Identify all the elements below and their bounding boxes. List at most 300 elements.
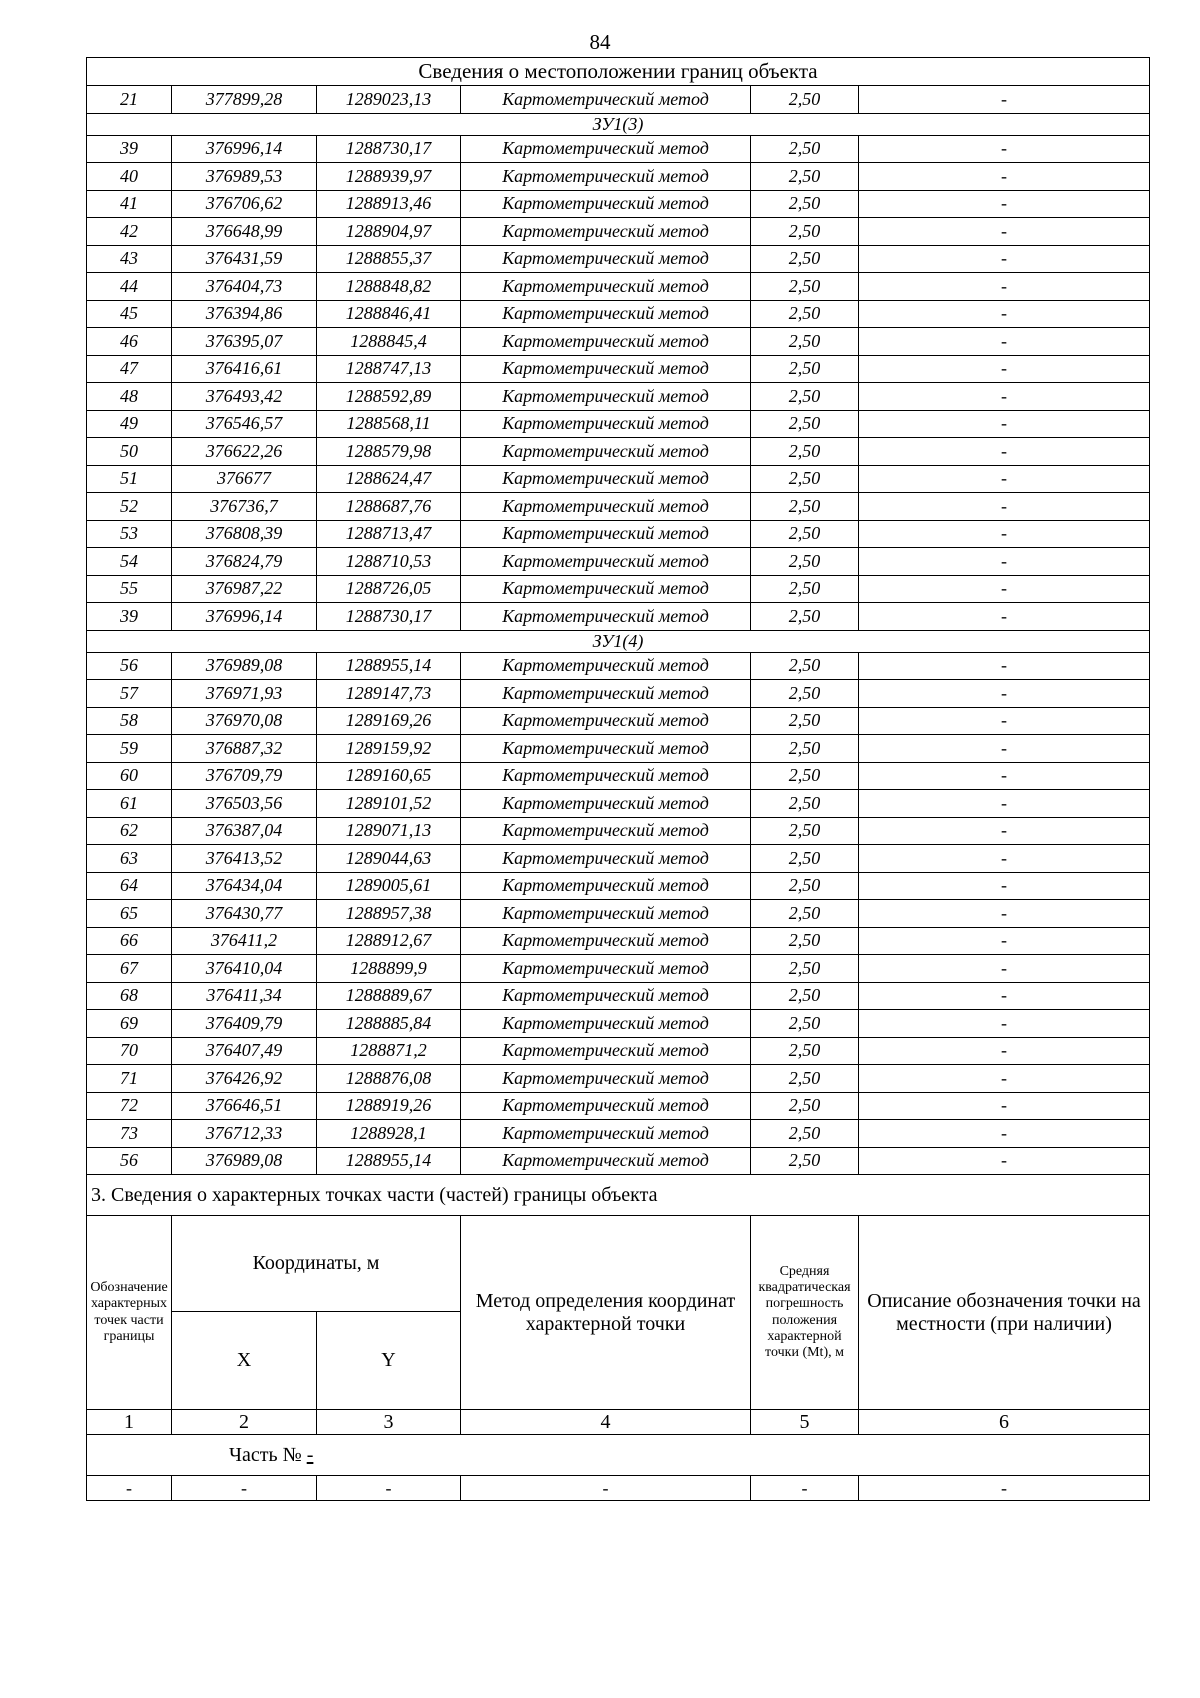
y-coordinate-cell: 1289159,92 bbox=[317, 735, 461, 763]
x-coordinate-cell: 376407,49 bbox=[172, 1037, 317, 1065]
table-row bbox=[87, 1037, 1150, 1065]
description-cell: - bbox=[859, 735, 1150, 763]
x-coordinate-cell: 376404,73 bbox=[172, 273, 317, 301]
description-cell: - bbox=[859, 1037, 1150, 1065]
description-cell: - bbox=[859, 438, 1150, 466]
y-coordinate-cell: 1288912,67 bbox=[317, 927, 461, 955]
y-coordinate-cell: 1288726,05 bbox=[317, 575, 461, 603]
point-number-cell: 68 bbox=[87, 982, 172, 1010]
table-row bbox=[87, 707, 1150, 735]
mt-cell: 2,50 bbox=[751, 300, 859, 328]
mt-cell: 2,50 bbox=[751, 790, 859, 818]
mt-cell: 2,50 bbox=[751, 680, 859, 708]
table-row bbox=[87, 520, 1150, 548]
x-coordinate-cell: 376648,99 bbox=[172, 218, 317, 246]
x-coordinate-cell: 376989,53 bbox=[172, 163, 317, 191]
y-coordinate-cell: 1288957,38 bbox=[317, 900, 461, 928]
description-cell: - bbox=[859, 1092, 1150, 1120]
method-cell: Картометрический метод bbox=[461, 218, 751, 246]
point-number-cell: 65 bbox=[87, 900, 172, 928]
description-cell: - bbox=[859, 900, 1150, 928]
point-number-cell: 62 bbox=[87, 817, 172, 845]
x-coordinate-cell: 376677 bbox=[172, 465, 317, 493]
mt-cell: 2,50 bbox=[751, 548, 859, 576]
header-row-1 bbox=[87, 1216, 1150, 1312]
y-coordinate-cell: 1288928,1 bbox=[317, 1120, 461, 1148]
mt-cell: 2,50 bbox=[751, 982, 859, 1010]
method-cell: Картометрический метод bbox=[461, 190, 751, 218]
method-cell: Картометрический метод bbox=[461, 1010, 751, 1038]
x-coordinate-cell: 376971,93 bbox=[172, 680, 317, 708]
empty-cell: - bbox=[87, 1476, 172, 1501]
point-number-cell: 43 bbox=[87, 245, 172, 273]
y-coordinate-cell: 1288747,13 bbox=[317, 355, 461, 383]
method-cell: Картометрический метод bbox=[461, 383, 751, 411]
group-title-row bbox=[87, 630, 1150, 652]
point-number-cell: 58 bbox=[87, 707, 172, 735]
table-row bbox=[87, 680, 1150, 708]
empty-cell: - bbox=[751, 1476, 859, 1501]
mt-cell: 2,50 bbox=[751, 652, 859, 680]
point-number-cell: 66 bbox=[87, 927, 172, 955]
point-number-cell: 70 bbox=[87, 1037, 172, 1065]
method-cell: Картометрический метод bbox=[461, 900, 751, 928]
point-number-cell: 50 bbox=[87, 438, 172, 466]
x-coordinate-cell: 376409,79 bbox=[172, 1010, 317, 1038]
method-cell: Картометрический метод bbox=[461, 465, 751, 493]
point-number-cell: 69 bbox=[87, 1010, 172, 1038]
table-row bbox=[87, 410, 1150, 438]
table-row bbox=[87, 355, 1150, 383]
x-coordinate-cell: 376736,7 bbox=[172, 493, 317, 521]
point-number-cell: 53 bbox=[87, 520, 172, 548]
table-row bbox=[87, 465, 1150, 493]
point-number-cell: 51 bbox=[87, 465, 172, 493]
table-row bbox=[87, 735, 1150, 763]
y-coordinate-cell: 1288871,2 bbox=[317, 1037, 461, 1065]
table-caption: Сведения о местоположении границ объекта bbox=[87, 58, 1150, 86]
description-cell: - bbox=[859, 575, 1150, 603]
x-coordinate-cell: 376410,04 bbox=[172, 955, 317, 983]
description-cell: - bbox=[859, 328, 1150, 356]
mt-cell: 2,50 bbox=[751, 872, 859, 900]
point-number-cell: 64 bbox=[87, 872, 172, 900]
method-cell: Картометрический метод bbox=[461, 163, 751, 191]
header-mt: Средняя квадратическая погрешность положения характерной точки (Mt), м bbox=[751, 1216, 859, 1410]
table-row bbox=[87, 982, 1150, 1010]
header-method: Метод определения координат характерной точки bbox=[461, 1216, 751, 1410]
table-row bbox=[87, 1092, 1150, 1120]
x-coordinate-cell: 376989,08 bbox=[172, 652, 317, 680]
x-coordinate-cell: 376493,42 bbox=[172, 383, 317, 411]
x-coordinate-cell: 376426,92 bbox=[172, 1065, 317, 1093]
method-cell: Картометрический метод bbox=[461, 300, 751, 328]
table-row bbox=[87, 1010, 1150, 1038]
mt-cell: 2,50 bbox=[751, 1037, 859, 1065]
method-cell: Картометрический метод bbox=[461, 245, 751, 273]
y-coordinate-cell: 1289071,13 bbox=[317, 817, 461, 845]
mt-cell: 2,50 bbox=[751, 135, 859, 163]
x-coordinate-cell: 376413,52 bbox=[172, 845, 317, 873]
page-number: 84 bbox=[589, 30, 611, 54]
description-cell: - bbox=[859, 603, 1150, 631]
x-coordinate-cell: 376622,26 bbox=[172, 438, 317, 466]
table-row bbox=[87, 575, 1150, 603]
description-cell: - bbox=[859, 548, 1150, 576]
y-coordinate-cell: 1288713,47 bbox=[317, 520, 461, 548]
x-coordinate-cell: 376987,22 bbox=[172, 575, 317, 603]
method-cell: Картометрический метод bbox=[461, 86, 751, 114]
method-cell: Картометрический метод bbox=[461, 955, 751, 983]
y-coordinate-cell: 1289005,61 bbox=[317, 872, 461, 900]
method-cell: Картометрический метод bbox=[461, 762, 751, 790]
table-row bbox=[87, 790, 1150, 818]
table-row bbox=[87, 86, 1150, 114]
description-cell: - bbox=[859, 982, 1150, 1010]
mt-cell: 2,50 bbox=[751, 845, 859, 873]
mt-cell: 2,50 bbox=[751, 245, 859, 273]
method-cell: Картометрический метод bbox=[461, 680, 751, 708]
mt-cell: 2,50 bbox=[751, 493, 859, 521]
y-coordinate-cell: 1288848,82 bbox=[317, 273, 461, 301]
y-coordinate-cell: 1288730,17 bbox=[317, 135, 461, 163]
method-cell: Картометрический метод bbox=[461, 1065, 751, 1093]
point-number-cell: 67 bbox=[87, 955, 172, 983]
point-number-cell: 44 bbox=[87, 273, 172, 301]
column-number: 2 bbox=[172, 1410, 317, 1435]
y-coordinate-cell: 1288899,9 bbox=[317, 955, 461, 983]
y-coordinate-cell: 1288876,08 bbox=[317, 1065, 461, 1093]
point-number-cell: 61 bbox=[87, 790, 172, 818]
table-row bbox=[87, 652, 1150, 680]
mt-cell: 2,50 bbox=[751, 1120, 859, 1148]
description-cell: - bbox=[859, 493, 1150, 521]
table-row bbox=[87, 273, 1150, 301]
description-cell: - bbox=[859, 955, 1150, 983]
x-coordinate-cell: 376646,51 bbox=[172, 1092, 317, 1120]
description-cell: - bbox=[859, 355, 1150, 383]
y-coordinate-cell: 1288955,14 bbox=[317, 1147, 461, 1175]
table-row bbox=[87, 438, 1150, 466]
mt-cell: 2,50 bbox=[751, 410, 859, 438]
mt-cell: 2,50 bbox=[751, 762, 859, 790]
group-title-row bbox=[87, 113, 1150, 135]
header-description: Описание обозначения точки на местности (при наличии) bbox=[859, 1216, 1150, 1410]
table-row bbox=[87, 955, 1150, 983]
empty-cell: - bbox=[172, 1476, 317, 1501]
y-coordinate-cell: 1289101,52 bbox=[317, 790, 461, 818]
y-coordinate-cell: 1289044,63 bbox=[317, 845, 461, 873]
empty-cell: - bbox=[317, 1476, 461, 1501]
x-coordinate-cell: 376887,32 bbox=[172, 735, 317, 763]
header-coords: Координаты, м bbox=[172, 1216, 461, 1312]
method-cell: Картометрический метод bbox=[461, 135, 751, 163]
x-coordinate-cell: 376430,77 bbox=[172, 900, 317, 928]
method-cell: Картометрический метод bbox=[461, 575, 751, 603]
y-coordinate-cell: 1288955,14 bbox=[317, 652, 461, 680]
x-coordinate-cell: 376395,07 bbox=[172, 328, 317, 356]
method-cell: Картометрический метод bbox=[461, 1037, 751, 1065]
y-coordinate-cell: 1288624,47 bbox=[317, 465, 461, 493]
x-coordinate-cell: 377899,28 bbox=[172, 86, 317, 114]
method-cell: Картометрический метод bbox=[461, 845, 751, 873]
x-coordinate-cell: 376387,04 bbox=[172, 817, 317, 845]
table-row bbox=[87, 135, 1150, 163]
part-label: Часть № bbox=[229, 1443, 302, 1466]
x-coordinate-cell: 376706,62 bbox=[172, 190, 317, 218]
table-row bbox=[87, 383, 1150, 411]
header-y: Y bbox=[317, 1312, 461, 1410]
y-coordinate-cell: 1288919,26 bbox=[317, 1092, 461, 1120]
mt-cell: 2,50 bbox=[751, 1065, 859, 1093]
point-number-cell: 71 bbox=[87, 1065, 172, 1093]
description-cell: - bbox=[859, 465, 1150, 493]
description-cell: - bbox=[859, 245, 1150, 273]
description-cell: - bbox=[859, 135, 1150, 163]
description-cell: - bbox=[859, 1065, 1150, 1093]
section3-title: 3. Сведения о характерных точках части (частей) границы объекта bbox=[87, 1175, 1150, 1216]
point-number-cell: 52 bbox=[87, 493, 172, 521]
method-cell: Картометрический метод bbox=[461, 872, 751, 900]
x-coordinate-cell: 376431,59 bbox=[172, 245, 317, 273]
point-number-cell: 39 bbox=[87, 603, 172, 631]
description-cell: - bbox=[859, 790, 1150, 818]
x-coordinate-cell: 376416,61 bbox=[172, 355, 317, 383]
y-coordinate-cell: 1288885,84 bbox=[317, 1010, 461, 1038]
table-row bbox=[87, 163, 1150, 191]
mt-cell: 2,50 bbox=[751, 328, 859, 356]
description-cell: - bbox=[859, 218, 1150, 246]
description-cell: - bbox=[859, 190, 1150, 218]
method-cell: Картометрический метод bbox=[461, 982, 751, 1010]
empty-cell: - bbox=[859, 1476, 1150, 1501]
description-cell: - bbox=[859, 163, 1150, 191]
mt-cell: 2,50 bbox=[751, 603, 859, 631]
empty-row bbox=[87, 1476, 1150, 1501]
header-x: X bbox=[172, 1312, 317, 1410]
mt-cell: 2,50 bbox=[751, 273, 859, 301]
point-number-cell: 55 bbox=[87, 575, 172, 603]
point-number-cell: 63 bbox=[87, 845, 172, 873]
y-coordinate-cell: 1288939,97 bbox=[317, 163, 461, 191]
table-row bbox=[87, 218, 1150, 246]
mt-cell: 2,50 bbox=[751, 817, 859, 845]
x-coordinate-cell: 376411,34 bbox=[172, 982, 317, 1010]
x-coordinate-cell: 376824,79 bbox=[172, 548, 317, 576]
point-number-cell: 47 bbox=[87, 355, 172, 383]
y-coordinate-cell: 1288855,37 bbox=[317, 245, 461, 273]
method-cell: Картометрический метод bbox=[461, 603, 751, 631]
description-cell: - bbox=[859, 1147, 1150, 1175]
table-row bbox=[87, 493, 1150, 521]
y-coordinate-cell: 1289160,65 bbox=[317, 762, 461, 790]
mt-cell: 2,50 bbox=[751, 190, 859, 218]
column-number: 6 bbox=[859, 1410, 1150, 1435]
y-coordinate-cell: 1288568,11 bbox=[317, 410, 461, 438]
method-cell: Картометрический метод bbox=[461, 1092, 751, 1120]
method-cell: Картометрический метод bbox=[461, 438, 751, 466]
column-number: 5 bbox=[751, 1410, 859, 1435]
description-cell: - bbox=[859, 520, 1150, 548]
point-number-cell: 39 bbox=[87, 135, 172, 163]
column-numbers-row bbox=[87, 1410, 1150, 1435]
x-coordinate-cell: 376394,86 bbox=[172, 300, 317, 328]
x-coordinate-cell: 376996,14 bbox=[172, 603, 317, 631]
y-coordinate-cell: 1288579,98 bbox=[317, 438, 461, 466]
column-number: 3 bbox=[317, 1410, 461, 1435]
description-cell: - bbox=[859, 817, 1150, 845]
y-coordinate-cell: 1289023,13 bbox=[317, 86, 461, 114]
method-cell: Картометрический метод bbox=[461, 790, 751, 818]
x-coordinate-cell: 376970,08 bbox=[172, 707, 317, 735]
mt-cell: 2,50 bbox=[751, 735, 859, 763]
description-cell: - bbox=[859, 300, 1150, 328]
table-row bbox=[87, 817, 1150, 845]
x-coordinate-cell: 376808,39 bbox=[172, 520, 317, 548]
mt-cell: 2,50 bbox=[751, 1147, 859, 1175]
x-coordinate-cell: 376546,57 bbox=[172, 410, 317, 438]
y-coordinate-cell: 1288904,97 bbox=[317, 218, 461, 246]
description-cell: - bbox=[859, 872, 1150, 900]
y-coordinate-cell: 1288592,89 bbox=[317, 383, 461, 411]
point-number-cell: 54 bbox=[87, 548, 172, 576]
y-coordinate-cell: 1289169,26 bbox=[317, 707, 461, 735]
method-cell: Картометрический метод bbox=[461, 1147, 751, 1175]
table-row bbox=[87, 190, 1150, 218]
part-row bbox=[87, 1435, 1150, 1476]
method-cell: Картометрический метод bbox=[461, 927, 751, 955]
mt-cell: 2,50 bbox=[751, 575, 859, 603]
point-number-cell: 48 bbox=[87, 383, 172, 411]
table-row bbox=[87, 762, 1150, 790]
point-number-cell: 46 bbox=[87, 328, 172, 356]
mt-cell: 2,50 bbox=[751, 86, 859, 114]
point-number-cell: 45 bbox=[87, 300, 172, 328]
point-number-cell: 72 bbox=[87, 1092, 172, 1120]
method-cell: Картометрический метод bbox=[461, 817, 751, 845]
method-cell: Картометрический метод bbox=[461, 410, 751, 438]
point-number-cell: 73 bbox=[87, 1120, 172, 1148]
table-row bbox=[87, 1147, 1150, 1175]
description-cell: - bbox=[859, 845, 1150, 873]
part-cell bbox=[87, 1435, 1150, 1476]
y-coordinate-cell: 1288845,4 bbox=[317, 328, 461, 356]
description-cell: - bbox=[859, 86, 1150, 114]
method-cell: Картометрический метод bbox=[461, 735, 751, 763]
group-title: ЗУ1(3) bbox=[87, 113, 1150, 135]
method-cell: Картометрический метод bbox=[461, 707, 751, 735]
table-row bbox=[87, 872, 1150, 900]
mt-cell: 2,50 bbox=[751, 438, 859, 466]
description-cell: - bbox=[859, 383, 1150, 411]
method-cell: Картометрический метод bbox=[461, 520, 751, 548]
y-coordinate-cell: 1288710,53 bbox=[317, 548, 461, 576]
mt-cell: 2,50 bbox=[751, 1092, 859, 1120]
x-coordinate-cell: 376712,33 bbox=[172, 1120, 317, 1148]
x-coordinate-cell: 376411,2 bbox=[172, 927, 317, 955]
description-cell: - bbox=[859, 652, 1150, 680]
mt-cell: 2,50 bbox=[751, 955, 859, 983]
point-number-cell: 56 bbox=[87, 652, 172, 680]
description-cell: - bbox=[859, 927, 1150, 955]
description-cell: - bbox=[859, 273, 1150, 301]
mt-cell: 2,50 bbox=[751, 383, 859, 411]
table-row bbox=[87, 548, 1150, 576]
mt-cell: 2,50 bbox=[751, 900, 859, 928]
method-cell: Картометрический метод bbox=[461, 1120, 751, 1148]
column-number: 1 bbox=[87, 1410, 172, 1435]
empty-cell: - bbox=[461, 1476, 751, 1501]
mt-cell: 2,50 bbox=[751, 927, 859, 955]
x-coordinate-cell: 376989,08 bbox=[172, 1147, 317, 1175]
method-cell: Картометрический метод bbox=[461, 273, 751, 301]
part-value: - bbox=[306, 1443, 314, 1466]
method-cell: Картометрический метод bbox=[461, 652, 751, 680]
point-number-cell: 60 bbox=[87, 762, 172, 790]
coordinates-table bbox=[86, 57, 1150, 1501]
point-number-cell: 40 bbox=[87, 163, 172, 191]
x-coordinate-cell: 376503,56 bbox=[172, 790, 317, 818]
table-row bbox=[87, 603, 1150, 631]
description-cell: - bbox=[859, 680, 1150, 708]
description-cell: - bbox=[859, 410, 1150, 438]
point-number-cell: 41 bbox=[87, 190, 172, 218]
table-caption-row bbox=[87, 58, 1150, 86]
y-coordinate-cell: 1288913,46 bbox=[317, 190, 461, 218]
method-cell: Картометрический метод bbox=[461, 548, 751, 576]
header-point: Обозначение характерных точек части границы bbox=[87, 1216, 172, 1410]
y-coordinate-cell: 1289147,73 bbox=[317, 680, 461, 708]
method-cell: Картометрический метод bbox=[461, 355, 751, 383]
mt-cell: 2,50 bbox=[751, 218, 859, 246]
table-row bbox=[87, 927, 1150, 955]
point-number-cell: 57 bbox=[87, 680, 172, 708]
mt-cell: 2,50 bbox=[751, 520, 859, 548]
y-coordinate-cell: 1288687,76 bbox=[317, 493, 461, 521]
table-row bbox=[87, 245, 1150, 273]
point-number-cell: 59 bbox=[87, 735, 172, 763]
table-row bbox=[87, 328, 1150, 356]
table-row bbox=[87, 1120, 1150, 1148]
point-number-cell: 56 bbox=[87, 1147, 172, 1175]
table-row bbox=[87, 900, 1150, 928]
table-row bbox=[87, 300, 1150, 328]
y-coordinate-cell: 1288846,41 bbox=[317, 300, 461, 328]
table-row bbox=[87, 845, 1150, 873]
x-coordinate-cell: 376709,79 bbox=[172, 762, 317, 790]
section3-title-row bbox=[87, 1175, 1150, 1216]
mt-cell: 2,50 bbox=[751, 707, 859, 735]
point-number-cell: 42 bbox=[87, 218, 172, 246]
point-number-cell: 49 bbox=[87, 410, 172, 438]
description-cell: - bbox=[859, 1120, 1150, 1148]
method-cell: Картометрический метод bbox=[461, 493, 751, 521]
mt-cell: 2,50 bbox=[751, 355, 859, 383]
x-coordinate-cell: 376434,04 bbox=[172, 872, 317, 900]
y-coordinate-cell: 1288889,67 bbox=[317, 982, 461, 1010]
description-cell: - bbox=[859, 707, 1150, 735]
mt-cell: 2,50 bbox=[751, 465, 859, 493]
table-row bbox=[87, 1065, 1150, 1093]
column-number: 4 bbox=[461, 1410, 751, 1435]
mt-cell: 2,50 bbox=[751, 163, 859, 191]
mt-cell: 2,50 bbox=[751, 1010, 859, 1038]
method-cell: Картометрический метод bbox=[461, 328, 751, 356]
point-number-cell: 21 bbox=[87, 86, 172, 114]
x-coordinate-cell: 376996,14 bbox=[172, 135, 317, 163]
description-cell: - bbox=[859, 1010, 1150, 1038]
description-cell: - bbox=[859, 762, 1150, 790]
